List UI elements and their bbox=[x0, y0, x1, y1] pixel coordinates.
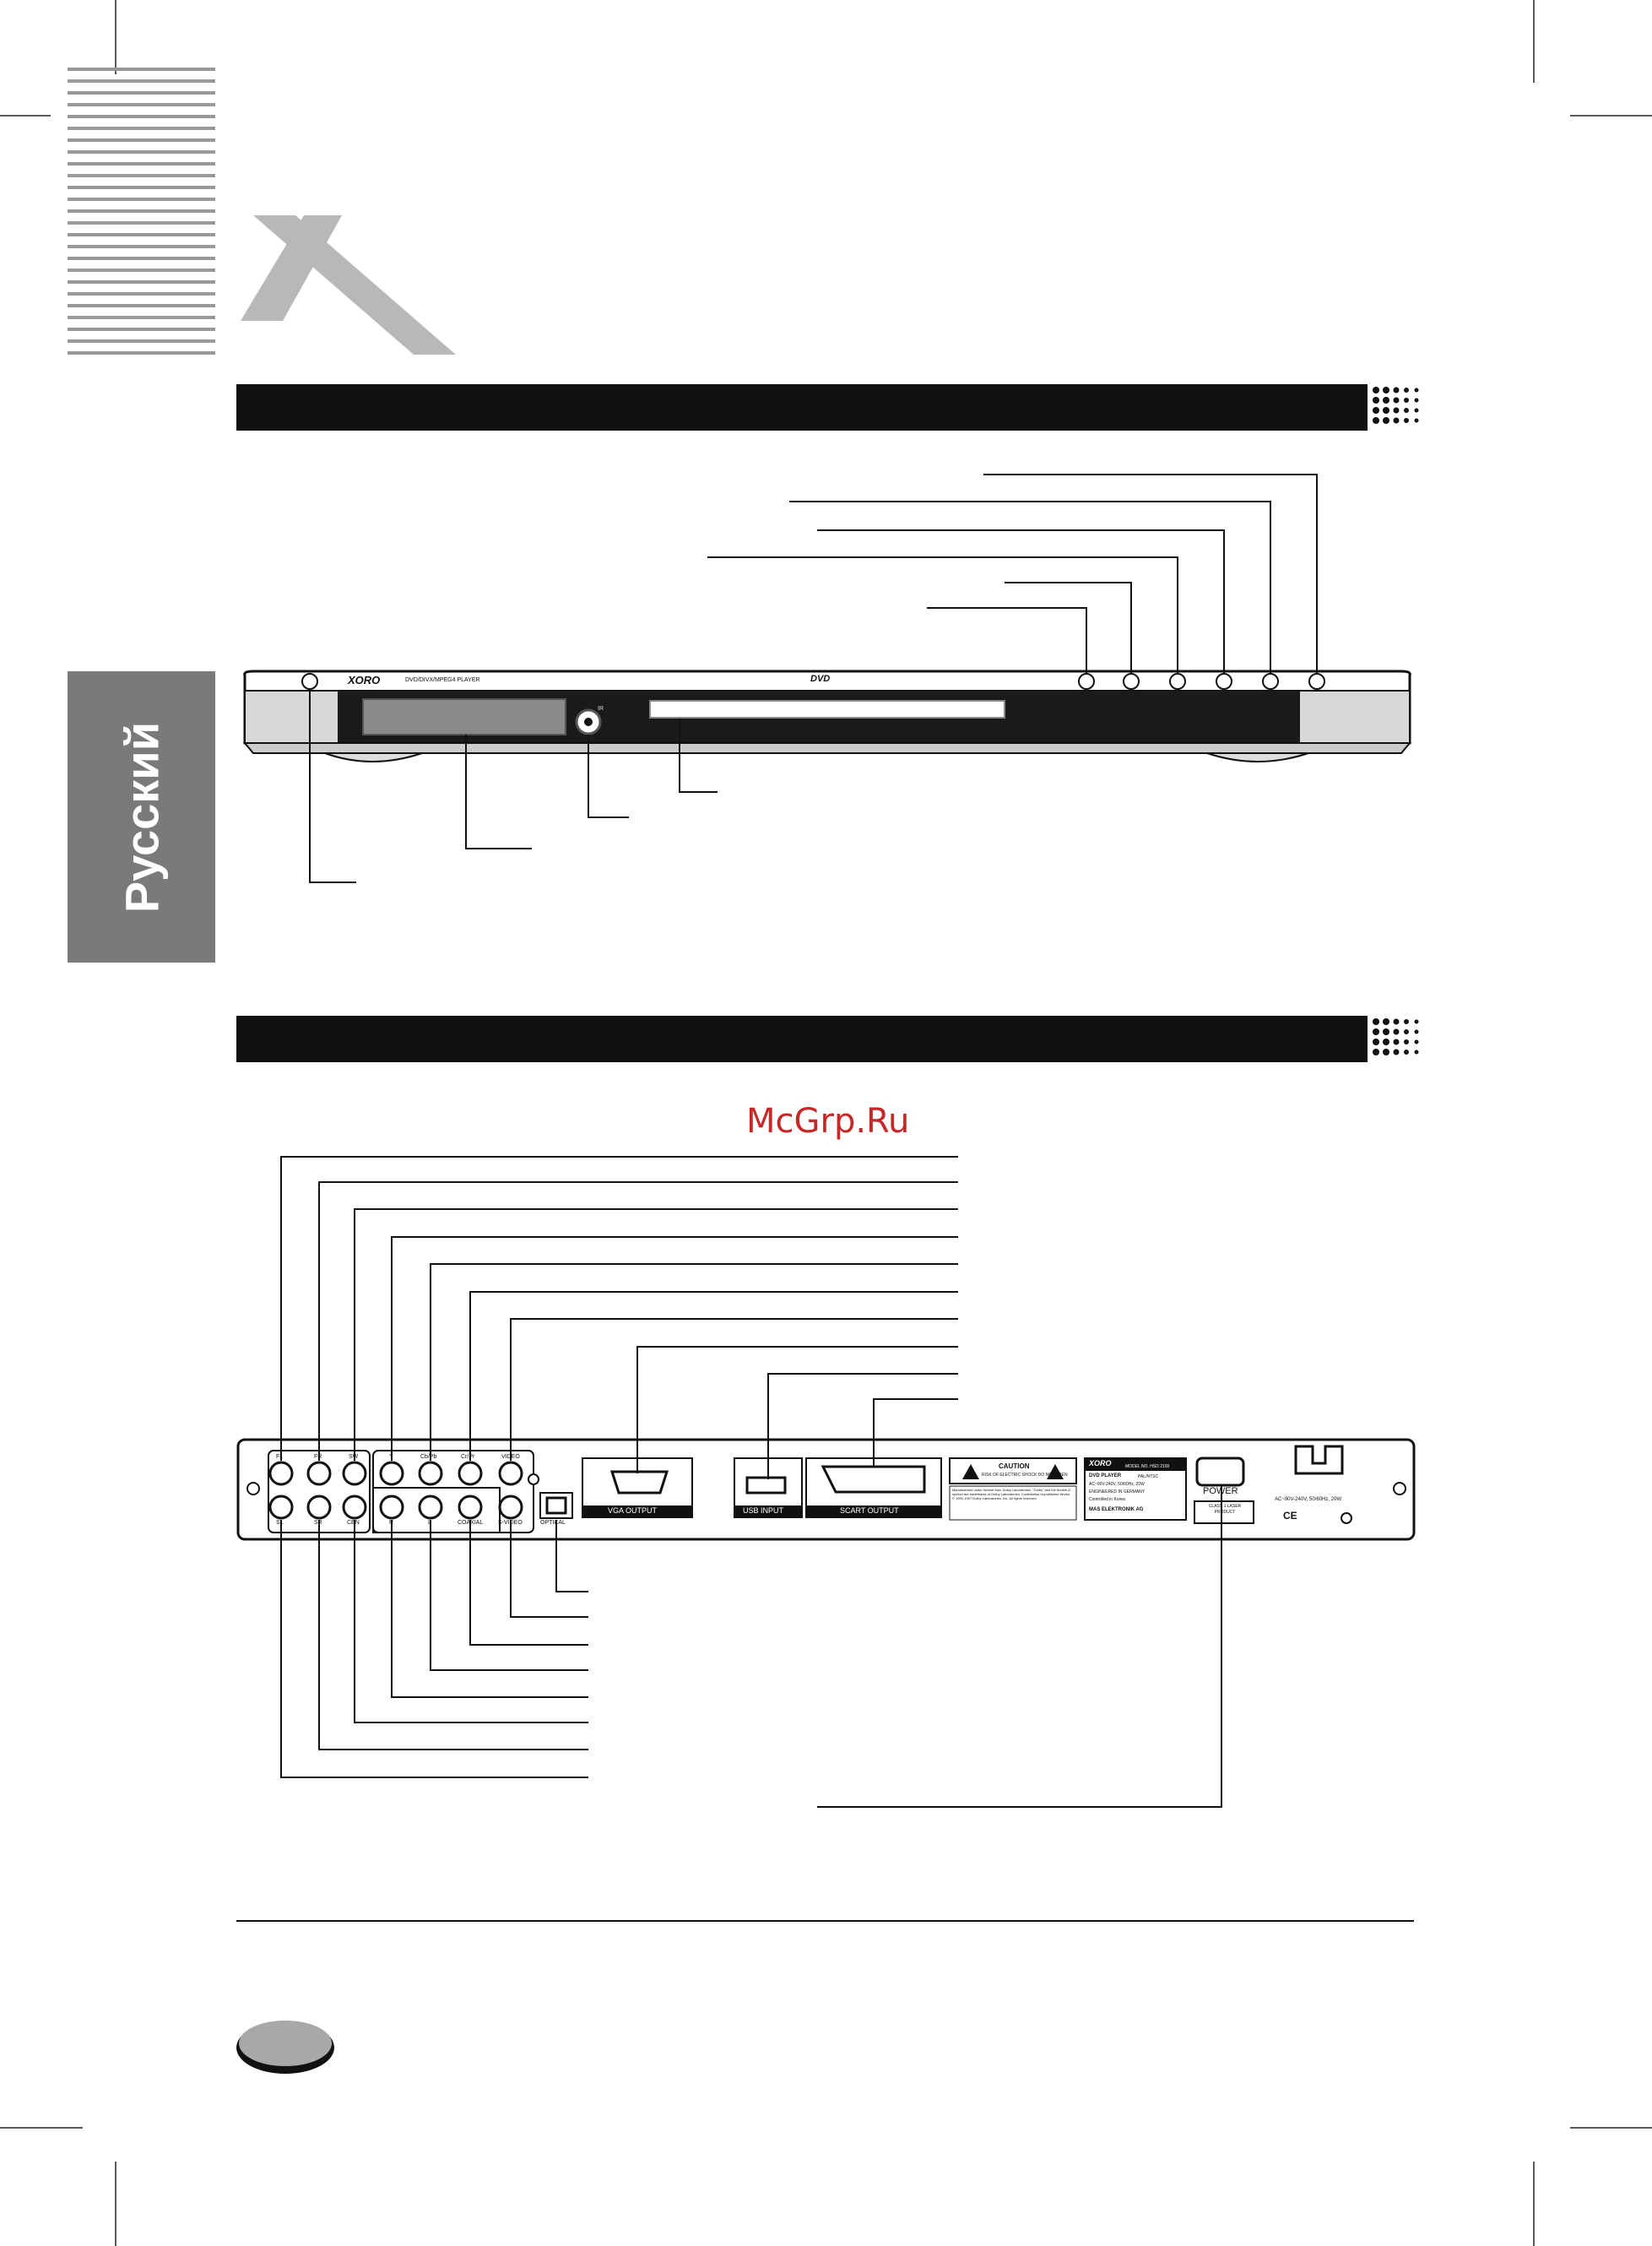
ir-label: IR bbox=[598, 706, 604, 712]
watermark: McGrp.Ru bbox=[746, 1102, 910, 1141]
front-button-6 bbox=[1309, 674, 1324, 689]
product-type: DVD PLAYER bbox=[1089, 1473, 1122, 1478]
power-spec: AC~90V-240V, 50/60Hz, 20W bbox=[1089, 1482, 1145, 1487]
jack-label-svideo: S-VIDEO bbox=[498, 1520, 523, 1526]
scart-label: SCART OUTPUT bbox=[840, 1506, 899, 1515]
origin: Controlled in Korea bbox=[1089, 1497, 1125, 1502]
laser-class: CLASS 1 LASER PRODUCT bbox=[1208, 1504, 1242, 1515]
front-panel-device bbox=[245, 671, 1411, 762]
display-window bbox=[363, 699, 566, 735]
jack-label-cb: Cb/Pb bbox=[420, 1454, 437, 1460]
jack-label-r: R bbox=[389, 1520, 394, 1526]
jack-label-coaxial: COAXIAL bbox=[458, 1520, 484, 1526]
power-label: POWER bbox=[1203, 1486, 1238, 1496]
model-number: MODEL NO. HSD 2100 bbox=[1125, 1464, 1170, 1469]
disc-tray bbox=[650, 701, 1005, 718]
front-foot-left bbox=[325, 753, 422, 762]
scart-port bbox=[823, 1467, 924, 1492]
front-model-text: DVD/DIVX/MPEG4 PLAYER bbox=[405, 677, 480, 683]
front-button-5 bbox=[1263, 674, 1278, 689]
dolby-notice: Manufactured under license from Dolby Laboratories. "Dolby" and the double-D symbol are trademarks of Dolby Laboratories. Confidential Unpublished Works. © 1992-1997 Dolby Laboratories, Inc. All rights reserved. bbox=[952, 1488, 1071, 1500]
jack-label-sw: SW bbox=[349, 1454, 359, 1460]
header-stripes bbox=[68, 68, 215, 355]
vga-label: VGA OUTPUT bbox=[608, 1506, 658, 1515]
front-foot-right bbox=[1207, 753, 1308, 762]
usb-label: USB INPUT bbox=[743, 1506, 784, 1515]
rear-brand: XORO bbox=[1089, 1459, 1112, 1467]
standby-button bbox=[302, 674, 317, 689]
ce-mark: CE bbox=[1283, 1510, 1297, 1522]
jack-label-cr: Cr/Pr bbox=[461, 1454, 475, 1460]
vga-port bbox=[612, 1472, 667, 1493]
jack-label-cen: CEN bbox=[347, 1520, 360, 1526]
section-bar-front bbox=[236, 384, 1419, 431]
jack-label-fl: FL bbox=[276, 1454, 284, 1460]
jack-label-y: Y bbox=[389, 1454, 393, 1460]
front-button-3 bbox=[1170, 674, 1185, 689]
front-brand: XORO bbox=[348, 674, 381, 686]
dvd-logo: DVD bbox=[810, 674, 831, 684]
engineered-in: ENGINEERED IN GERMANY bbox=[1089, 1489, 1146, 1495]
jack-label-sl: SL bbox=[276, 1520, 284, 1526]
caution-title: CAUTION bbox=[999, 1462, 1030, 1470]
optical-port bbox=[547, 1498, 566, 1513]
language-tab-label: Русский bbox=[115, 721, 168, 913]
power-switch bbox=[1197, 1458, 1243, 1485]
caution-text: RISK OF ELECTRIC SHOCK DO NOT OPEN bbox=[982, 1473, 1068, 1478]
rear-callouts-top bbox=[281, 1157, 958, 1479]
front-button-1 bbox=[1079, 674, 1094, 689]
jack-label-video: VIDEO bbox=[501, 1454, 520, 1460]
ac-rating: AC~90V-240V, 50/60Hz, 20W bbox=[1275, 1497, 1341, 1502]
jack-label-l: L bbox=[428, 1520, 431, 1526]
company: MAS ELEKTRONIK AG bbox=[1089, 1507, 1144, 1512]
tv-standard: PAL/NTSC bbox=[1138, 1474, 1159, 1479]
language-tab[interactable] bbox=[68, 671, 215, 963]
jack-label-sr: SR bbox=[314, 1520, 322, 1526]
usb-port bbox=[747, 1478, 785, 1493]
jack-label-optical: OPTICAL bbox=[540, 1520, 566, 1526]
xoro-x-logo bbox=[241, 215, 456, 355]
section-bar-rear bbox=[236, 1016, 1419, 1062]
front-button-2 bbox=[1124, 674, 1139, 689]
jack-label-fr: FR bbox=[314, 1454, 322, 1460]
front-button-4 bbox=[1216, 674, 1232, 689]
